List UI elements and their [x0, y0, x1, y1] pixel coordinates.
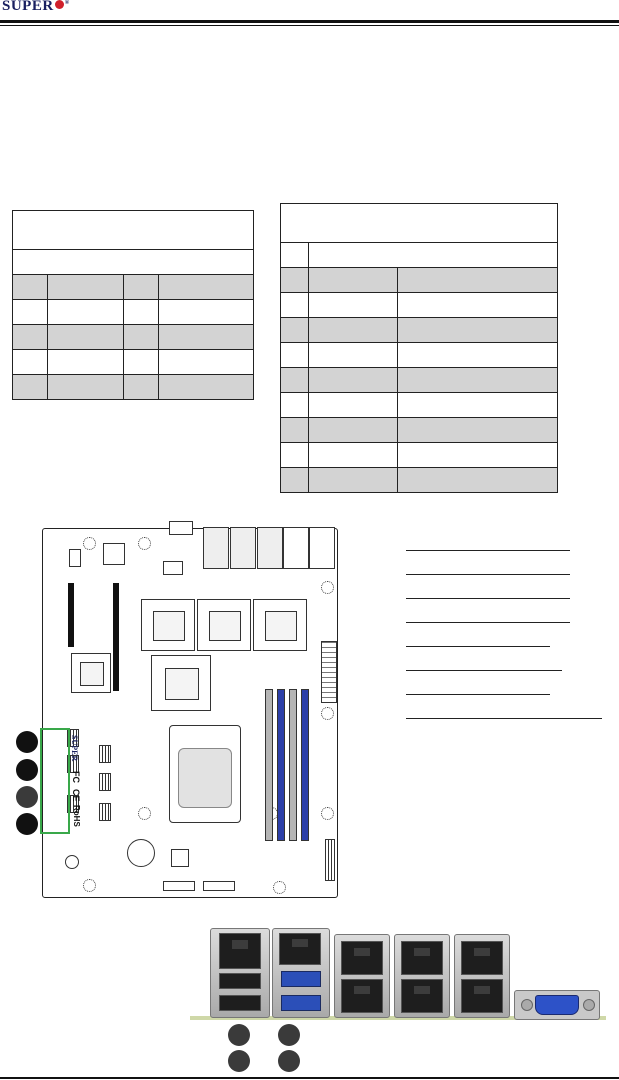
component — [171, 849, 189, 867]
vga-dsub — [535, 995, 579, 1015]
table-row — [281, 343, 558, 368]
table-row — [281, 393, 558, 418]
top-connector — [169, 521, 193, 535]
lan-port-outline — [203, 527, 229, 569]
callout-marker — [278, 1024, 300, 1046]
component — [103, 543, 125, 565]
heatsink — [253, 599, 307, 651]
chipset-heatsink — [71, 653, 111, 693]
rj45-port — [279, 933, 321, 965]
table-row — [281, 443, 558, 468]
table-title-cell — [281, 204, 558, 243]
table-header-cell — [13, 250, 254, 275]
connector — [203, 881, 235, 891]
table-header-row — [13, 250, 254, 275]
legend-line — [406, 622, 570, 623]
legend-line — [406, 550, 570, 551]
vga-screw — [521, 999, 533, 1011]
legend-line — [406, 574, 570, 575]
logo-registered-mark: ® — [64, 0, 70, 6]
mounting-hole — [321, 581, 334, 594]
front-panel-header — [325, 839, 335, 881]
motherboard-diagram — [42, 528, 338, 898]
footer-rule — [0, 1077, 619, 1079]
header-rule-thin — [0, 25, 619, 26]
dimm-slot — [265, 689, 273, 841]
table-row — [13, 275, 254, 300]
rj45-port — [461, 979, 503, 1013]
rj45-port — [401, 979, 443, 1013]
legend-line — [406, 670, 562, 671]
callout-marker — [16, 786, 38, 808]
dimm-slot — [277, 689, 285, 841]
table-row — [13, 375, 254, 400]
usb3-port — [281, 995, 321, 1011]
logo-dot — [55, 0, 64, 9]
legend-line — [406, 694, 550, 695]
vga-port — [514, 990, 600, 1020]
usb-port — [219, 973, 261, 989]
dimm-slot — [289, 689, 297, 841]
callout-marker — [228, 1024, 250, 1046]
heatsink — [197, 599, 251, 651]
table-title-cell — [13, 211, 254, 250]
dual-lan-stack — [394, 934, 450, 1018]
rohs-mark: RoHS — [72, 805, 81, 827]
callout-marker — [16, 759, 38, 781]
legend-line — [406, 718, 602, 719]
cpu-socket — [169, 725, 241, 823]
usb-port — [219, 995, 261, 1011]
mounting-hole — [83, 537, 96, 550]
callout-marker — [16, 731, 38, 753]
header — [99, 773, 111, 791]
rj45-port — [461, 941, 503, 975]
heatsink — [141, 599, 195, 651]
vga-screw — [583, 999, 595, 1011]
mounting-hole — [138, 807, 151, 820]
header-rule — [0, 20, 619, 23]
table-row — [13, 325, 254, 350]
usb-lan-outline — [309, 527, 335, 569]
rj45-port — [341, 979, 383, 1013]
mounting-hole — [138, 537, 151, 550]
atx-power-connector — [321, 641, 337, 703]
table-row — [281, 268, 558, 293]
header — [99, 745, 111, 763]
board-brand-silkscreen: SUPER — [70, 735, 79, 762]
mounting-hole — [321, 707, 334, 720]
pcie-slot — [113, 583, 119, 691]
usb-lan-outline — [283, 527, 309, 569]
connector — [163, 881, 195, 891]
table-row — [13, 300, 254, 325]
table-row — [281, 468, 558, 493]
fcc-mark: FC — [71, 771, 81, 783]
cmos-battery — [127, 839, 155, 867]
rj45-port — [219, 933, 261, 969]
rear-io-panel — [190, 924, 606, 1020]
legend-line — [406, 598, 570, 599]
component — [163, 561, 183, 575]
legend-line — [406, 646, 550, 647]
rj45-port — [341, 941, 383, 975]
highlight-box — [40, 728, 70, 834]
mounting-hole — [273, 881, 286, 894]
dual-lan-stack — [454, 934, 510, 1018]
table-title-row — [281, 204, 558, 243]
table-row — [13, 350, 254, 375]
logo-text: SUPER — [2, 0, 54, 14]
callout-marker — [16, 813, 38, 835]
usb3-port — [281, 971, 321, 987]
component — [69, 549, 81, 567]
ce-mark: CE — [71, 789, 81, 802]
pch-heatsink — [151, 655, 211, 711]
supermicro-logo — [2, 0, 70, 15]
table-row — [281, 368, 558, 393]
callout-marker — [228, 1050, 250, 1072]
dimm-slot — [301, 689, 309, 841]
lan-port-outline — [257, 527, 283, 569]
port-stack — [210, 928, 270, 1018]
rj45-port — [401, 941, 443, 975]
pcie-slot — [68, 583, 74, 647]
table-title-row — [13, 211, 254, 250]
dual-lan-stack — [334, 934, 390, 1018]
mounting-hole — [321, 807, 334, 820]
table-row — [281, 318, 558, 343]
port-stack — [272, 928, 330, 1018]
header — [99, 803, 111, 821]
buzzer — [65, 855, 79, 869]
mounting-hole — [83, 879, 96, 892]
right-table — [280, 203, 558, 493]
table-header-row — [281, 243, 558, 268]
callout-marker — [278, 1050, 300, 1072]
table-row — [281, 418, 558, 443]
left-table — [12, 210, 254, 400]
lan-port-outline — [230, 527, 256, 569]
table-row — [281, 293, 558, 318]
